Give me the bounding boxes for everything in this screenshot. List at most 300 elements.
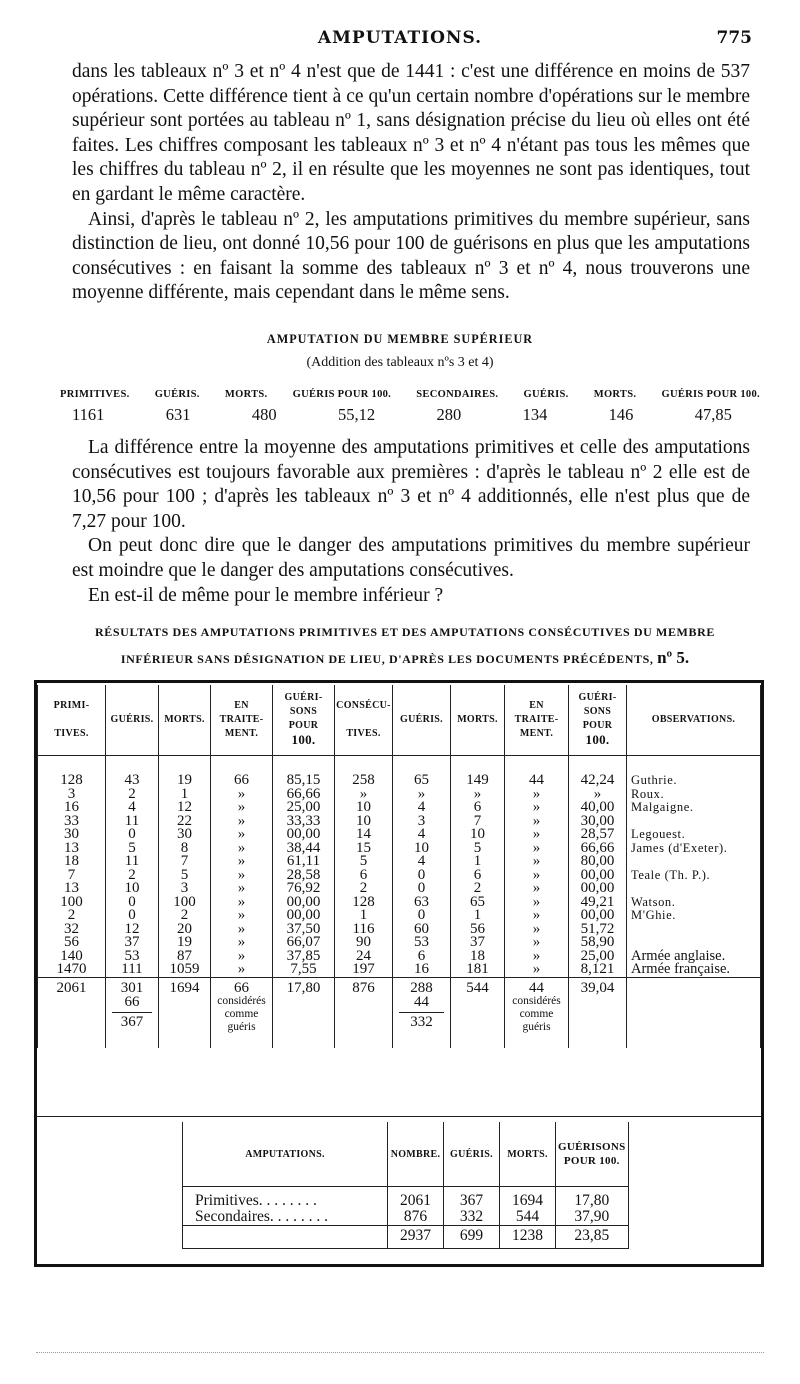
traitement-note: considérés [512,994,561,1007]
cell-traitement-2: » [505,909,569,923]
cell-observations: Legouest. [627,828,761,842]
table-row [38,923,761,937]
cell-traitement: » [211,801,273,815]
summary-row-secondaires [183,1209,629,1226]
cell-gpour100-2: 66,66 [569,842,627,856]
header-line: CONSÉCU- [336,700,391,711]
paragraph: On peut donc dire que le danger des amputations primitives du membre supérieur est moindre que le danger des amputations consécutives. [72,535,750,581]
cell-consecutives: 1 [335,909,393,923]
cell-gueris: 5 [106,842,159,856]
summary-total-gueris: 699 [444,1226,500,1249]
cell-gueris-2: 4 [393,855,451,869]
summary-header: SECONDAIRES. [416,389,499,400]
cell-traitement: » [211,950,273,964]
body-text-2 [72,436,750,608]
table-row [38,909,761,923]
col-header-traitement [211,685,273,756]
table-header-row [38,685,761,756]
table-row [38,869,761,883]
results-table [37,685,761,1048]
cell-morts-2: 10 [451,828,505,842]
cell-gpour100: 28,58 [273,869,335,883]
summary-row-total [183,1226,629,1249]
cell-consecutives: 24 [335,950,393,964]
cell-traitement: » [211,882,273,896]
total-morts-2: 544 [451,977,505,1034]
body-text-1 [72,60,750,306]
cell-observations: Roux. [627,788,761,802]
table-row [38,855,761,869]
traitement-note: comme [519,1007,554,1020]
cell-gpour100: 85,15 [273,756,335,788]
cell-gpour100: 00,00 [273,896,335,910]
summary-value: 631 [165,405,191,424]
cell-consecutives: 5 [335,855,393,869]
summary-value: 55,12 [337,405,376,424]
total-consecutives: 876 [335,977,393,1034]
table-row [38,963,761,977]
summary-col-guerisons [556,1122,629,1187]
header-line: MENT. [519,728,554,739]
cell-gueris-2: 10 [393,842,451,856]
cell-traitement: » [211,788,273,802]
cell-gueris: 11 [106,855,159,869]
table-row [38,815,761,829]
summary-values [72,405,732,425]
cell-morts: 5 [159,869,211,883]
cell-morts: 12 [159,801,211,815]
cell-traitement-2: » [505,788,569,802]
cell-observations: Armée française. [627,963,761,977]
summary-total-nombre: 2937 [388,1226,444,1249]
summary-header: GUÉRIS. [523,389,569,400]
summary-header: GUÉRIS POUR 100. [661,389,760,400]
cell-observations: M'Ghie. [627,909,761,923]
total-gueris-sum: 367 [112,1012,152,1029]
cell-gpour100-2: 30,00 [569,815,627,829]
cell-gpour100-2: 49,21 [569,896,627,910]
caption-number: nº 5. [657,648,690,667]
cell-consecutives: » [335,788,393,802]
header-line: PRIMI- [53,700,90,711]
header-line: POUR [582,720,613,731]
cell-gueris: 2 [106,869,159,883]
header-line: 100. [291,732,316,747]
cell-morts-2: 149 [451,756,505,788]
table-row [38,788,761,802]
cell-morts-2: 2 [451,882,505,896]
col-header-guerisons-pour-100 [273,685,335,756]
cell-consecutives: 2 [335,882,393,896]
total-gpour100: 17,80 [273,977,335,1034]
cell-gueris-2: 65 [393,756,451,788]
total-gueris-2: 288 [410,979,433,996]
cell-morts-2: 37 [451,936,505,950]
table-row [38,756,761,788]
summary-row-morts: 544 [500,1209,556,1226]
table-row [38,842,761,856]
summary-table [182,1122,629,1249]
header-line: TIVES. [346,728,381,739]
total-morts: 1694 [159,977,211,1034]
cell-traitement-2: » [505,882,569,896]
caption-line: INFÉRIEUR SANS DÉSIGNATION DE LIEU, D'APRÈS LES DOCUMENTS PRÉCÉDENTS, [120,652,654,666]
traitement-note: comme [224,1007,259,1020]
cell-consecutives: 116 [335,923,393,937]
cell-primitives: 1470 [38,963,106,977]
cell-traitement: » [211,963,273,977]
summary-value: 146 [608,405,634,424]
cell-primitives: 33 [38,815,106,829]
summary-value: 47,85 [694,405,732,424]
table-totals [38,977,761,1048]
cell-primitives: 7 [38,869,106,883]
cell-primitives: 13 [38,842,106,856]
traitement-note: guéris [522,1020,551,1033]
cell-observations [627,815,761,829]
summary-row-gueris: 332 [444,1209,500,1226]
cell-primitives: 3 [38,788,106,802]
paragraph: Ainsi, d'après le tableau nº 2, les amputations primitives du membre supérieur, sans distinction de lieu, ont donné 10,56 pour 100 de guérisons en plus que les amputations consécutives : en faisant la somme des tableaux nº 3 et nº 4, nous trouverons une moyenne différente, mais cependant dans le même sens. [72,208,750,304]
cell-gueris-2: 0 [393,869,451,883]
summary-row-label: Primitives. . . . . . . . [183,1187,388,1210]
cell-morts-2: 18 [451,950,505,964]
header-line: POUR 100. [563,1155,620,1167]
summary-col-gueris: GUÉRIS. [444,1122,500,1187]
cell-traitement: » [211,815,273,829]
summary-row-primitives [183,1187,629,1210]
cell-gueris: 0 [106,896,159,910]
cell-traitement: » [211,923,273,937]
header-line: EN [234,700,249,711]
cell-morts: 2 [159,909,211,923]
header-line: EN [529,700,544,711]
cell-morts: 19 [159,756,211,788]
page-header [0,28,800,52]
cell-traitement: » [211,842,273,856]
cell-observations: Watson. [627,896,761,910]
cell-primitives: 16 [38,801,106,815]
traitement-note: guéris [227,1020,256,1033]
total-traitement: 66 [234,979,249,996]
cell-traitement: 66 [211,756,273,788]
total-observations [627,977,761,1034]
cell-gueris-2: 6 [393,950,451,964]
cell-morts: 19 [159,936,211,950]
cell-traitement-2: » [505,896,569,910]
traitement-note: considérés [217,994,266,1007]
cell-gpour100: 61,11 [273,855,335,869]
cell-consecutives: 90 [335,936,393,950]
cell-consecutives: 10 [335,815,393,829]
col-header-morts: MORTS. [159,685,211,756]
total-primitives: 2061 [38,977,106,1034]
caption-line: RÉSULTATS DES AMPUTATIONS PRIMITIVES ET DES AMPUTATIONS CONSÉCUTIVES DU MEMBRE [95,625,715,639]
cell-observations: James (d'Exeter). [627,842,761,856]
cell-gpour100: 00,00 [273,828,335,842]
summary-total-label [183,1226,388,1249]
total-gueris-add: 66 [124,993,140,1010]
header-line: TIVES. [54,728,89,739]
cell-morts-2: 5 [451,842,505,856]
summary-header: GUÉRIS POUR 100. [292,389,392,400]
cell-morts: 100 [159,896,211,910]
summary-row-gp: 17,80 [556,1187,629,1210]
cell-gpour100: 00,00 [273,909,335,923]
cell-observations: Armée anglaise. [627,950,761,964]
cell-morts: 20 [159,923,211,937]
total-gueris-2-add: 44 [414,993,429,1010]
footer-rule [36,1352,764,1355]
col-header-traitement-2 [505,685,569,756]
cell-gpour100-2: 00,00 [569,882,627,896]
cell-gueris: 12 [106,923,159,937]
header-line: TRAITE- [219,714,264,725]
cell-primitives: 32 [38,923,106,937]
cell-traitement-2: » [505,963,569,977]
cell-traitement-2: » [505,869,569,883]
col-header-morts-2: MORTS. [451,685,505,756]
header-line: SONS [583,706,612,717]
cell-morts-2: 1 [451,909,505,923]
cell-traitement-2: » [505,801,569,815]
header-line: SONS [289,706,318,717]
totals-row [38,977,761,1034]
cell-gueris: 2 [106,788,159,802]
cell-primitives: 13 [38,882,106,896]
cell-primitives: 30 [38,828,106,842]
cell-primitives: 56 [38,936,106,950]
cell-morts: 7 [159,855,211,869]
cell-observations [627,882,761,896]
header-line: 100. [585,732,610,747]
summary-header: GUÉRIS. [154,389,200,400]
cell-consecutives: 128 [335,896,393,910]
cell-gpour100-2: 25,00 [569,950,627,964]
cell-morts: 1059 [159,963,211,977]
cell-morts: 1 [159,788,211,802]
cell-traitement-2: 44 [505,756,569,788]
cell-gpour100: 66,07 [273,936,335,950]
cell-morts: 30 [159,828,211,842]
cell-traitement-2: » [505,815,569,829]
cell-traitement-2: » [505,842,569,856]
cell-morts-2: 56 [451,923,505,937]
cell-gueris: 37 [106,936,159,950]
cell-gpour100: 66,66 [273,788,335,802]
col-header-consecutives [335,685,393,756]
cell-morts: 3 [159,882,211,896]
col-header-observations: OBSERVATIONS. [627,685,761,756]
paragraph: En est-il de même pour le membre inférieur ? [88,584,444,606]
header-line: POUR [288,720,319,731]
cell-primitives: 100 [38,896,106,910]
summary-col-nombre: NOMBRE. [388,1122,444,1187]
cell-gpour100: 33,33 [273,815,335,829]
total-gueris-cell [106,977,159,1034]
cell-traitement: » [211,909,273,923]
cell-traitement: » [211,896,273,910]
col-header-gueris: GUÉRIS. [106,685,159,756]
caption-line-2 [80,645,730,672]
table-row [38,801,761,815]
col-header-gueris-2: GUÉRIS. [393,685,451,756]
summary-row-gp: 37,90 [556,1209,629,1226]
header-line: GUÉRISONS [558,1141,626,1153]
cell-gpour100: 25,00 [273,801,335,815]
summary-value: 480 [251,405,277,424]
cell-gueris-2: 16 [393,963,451,977]
cell-gpour100: 37,50 [273,923,335,937]
cell-gueris-2: 3 [393,815,451,829]
total-gueris: 301 [120,979,144,996]
cell-gueris: 111 [106,963,159,977]
cell-primitives: 128 [38,756,106,788]
cell-gueris: 4 [106,801,159,815]
cell-gpour100-2: 40,00 [569,801,627,815]
cell-gueris-2: 4 [393,801,451,815]
summary-header: MORTS. [593,389,637,400]
summary-col-morts: MORTS. [500,1122,556,1187]
paragraph: La différence entre la moyenne des amputations primitives et celle des amputations consécutives est toujours favorable aux premières : d'après le tableau nº 2 elle est de 10,56 pour 100 ; d'après les tableaux nº 3 et nº 4 additionnés, elle n'est plus que de 7,27 pour 100. [72,437,750,532]
cell-traitement: » [211,855,273,869]
cell-traitement-2: » [505,855,569,869]
cell-gueris-2: 0 [393,882,451,896]
cell-gpour100: 7,55 [273,963,335,977]
spacer-row [38,1034,761,1048]
summary-table-header [183,1122,629,1187]
cell-gpour100-2: 42,24 [569,756,627,788]
cell-morts-2: 65 [451,896,505,910]
cell-traitement: » [211,869,273,883]
summary-row-nombre: 876 [388,1209,444,1226]
summary-total-gp: 23,85 [556,1226,629,1249]
paragraph: dans les tableaux nº 3 et nº 4 n'est que de 1441 : c'est une différence en moins de 537 opérations. Cette différence tient à ce qu'un certain nombre d'opérations sur le membre supérieur sont portées au tableau nº 1, sans désignation précise du lieu où elles ont été faites. Les chiffres composant les tableaux nº 3 et nº 4 n'étant pas tous les mêmes que les chiffres du tableau nº 2, il en résulte que les moyennes ne sont pas identiques, tout en gardant le même caractère. [72,61,750,205]
cell-traitement-2: » [505,923,569,937]
total-gueris-2-cell [393,977,451,1034]
cell-gueris-2: 63 [393,896,451,910]
cell-traitement-2: » [505,828,569,842]
page-number: 775 [716,28,752,48]
summary-col-amputations: AMPUTATIONS. [183,1122,388,1187]
table-caption [80,620,730,672]
total-gpour100-2: 39,04 [569,977,627,1034]
cell-primitives: 2 [38,909,106,923]
cell-gpour100: 37,85 [273,950,335,964]
cell-gueris: 10 [106,882,159,896]
col-header-guerisons-pour-100-2 [569,685,627,756]
cell-morts-2: 6 [451,801,505,815]
cell-primitives: 18 [38,855,106,869]
cell-traitement-2: » [505,950,569,964]
cell-gueris-2: » [393,788,451,802]
cell-morts-2: » [451,788,505,802]
summary-title: AMPUTATION DU MEMBRE SUPÉRIEUR [266,332,534,346]
cell-consecutives: 14 [335,828,393,842]
summary-subtitle: (Addition des tableaux nºs 3 et 4) [306,355,494,370]
total-traitement-cell [211,977,273,1034]
cell-gueris-2: 4 [393,828,451,842]
cell-gueris: 0 [106,909,159,923]
cell-gueris-2: 60 [393,923,451,937]
cell-morts-2: 7 [451,815,505,829]
cell-morts: 22 [159,815,211,829]
cell-gpour100: 76,92 [273,882,335,896]
cell-gpour100-2: 80,00 [569,855,627,869]
total-traitement-2: 44 [529,979,544,996]
running-title: AMPUTATIONS. [317,28,483,48]
total-traitement-2-cell [505,977,569,1034]
cell-gueris-2: 53 [393,936,451,950]
cell-gpour100-2: 8,121 [569,963,627,977]
cell-gpour100-2: » [569,788,627,802]
summary-header: PRIMITIVES. [60,389,130,400]
cell-morts-2: 181 [451,963,505,977]
cell-consecutives: 197 [335,963,393,977]
summary-header: MORTS. [224,389,268,400]
cell-observations: Malgaigne. [627,801,761,815]
cell-primitives: 140 [38,950,106,964]
cell-observations [627,923,761,937]
cell-consecutives: 258 [335,756,393,788]
header-line: GUÉRI- [284,692,323,703]
cell-gpour100: 38,44 [273,842,335,856]
cell-morts-2: 6 [451,869,505,883]
table-row [38,896,761,910]
cell-morts-2: 1 [451,855,505,869]
cell-gpour100-2: 51,72 [569,923,627,937]
cell-morts: 8 [159,842,211,856]
cell-morts: 87 [159,950,211,964]
total-gueris-2-sum: 332 [399,1012,444,1029]
cell-gueris: 0 [106,828,159,842]
cell-traitement: » [211,936,273,950]
cell-gueris: 53 [106,950,159,964]
cell-consecutives: 6 [335,869,393,883]
summary-row-nombre: 2061 [388,1187,444,1210]
summary-row-label: Secondaires. . . . . . . . [183,1209,388,1226]
cell-traitement-2: » [505,936,569,950]
header-line: TRAITE- [514,714,559,725]
cell-gpour100-2: 00,00 [569,909,627,923]
table-divider [37,1116,761,1117]
summary-headers [60,389,760,400]
summary-value: 280 [436,405,462,424]
col-header-primitives [38,685,106,756]
table-row [38,828,761,842]
cell-traitement: » [211,828,273,842]
summary-value: 134 [522,405,548,424]
cell-observations: Teale (Th. P.). [627,869,761,883]
cell-gueris: 43 [106,756,159,788]
summary-row-gueris: 367 [444,1187,500,1210]
cell-observations: Guthrie. [627,756,761,788]
cell-gueris: 11 [106,815,159,829]
cell-gpour100-2: 00,00 [569,869,627,883]
cell-gpour100-2: 58,90 [569,936,627,950]
cell-consecutives: 15 [335,842,393,856]
cell-gueris-2: 0 [393,909,451,923]
summary-value: 1161 [72,405,105,424]
table-row [38,882,761,896]
summary-row-morts: 1694 [500,1187,556,1210]
table-body [38,756,761,978]
summary-total-morts: 1238 [500,1226,556,1249]
cell-gpour100-2: 28,57 [569,828,627,842]
cell-observations [627,855,761,869]
header-line: GUÉRI- [578,692,617,703]
header-line: MENT. [224,728,259,739]
